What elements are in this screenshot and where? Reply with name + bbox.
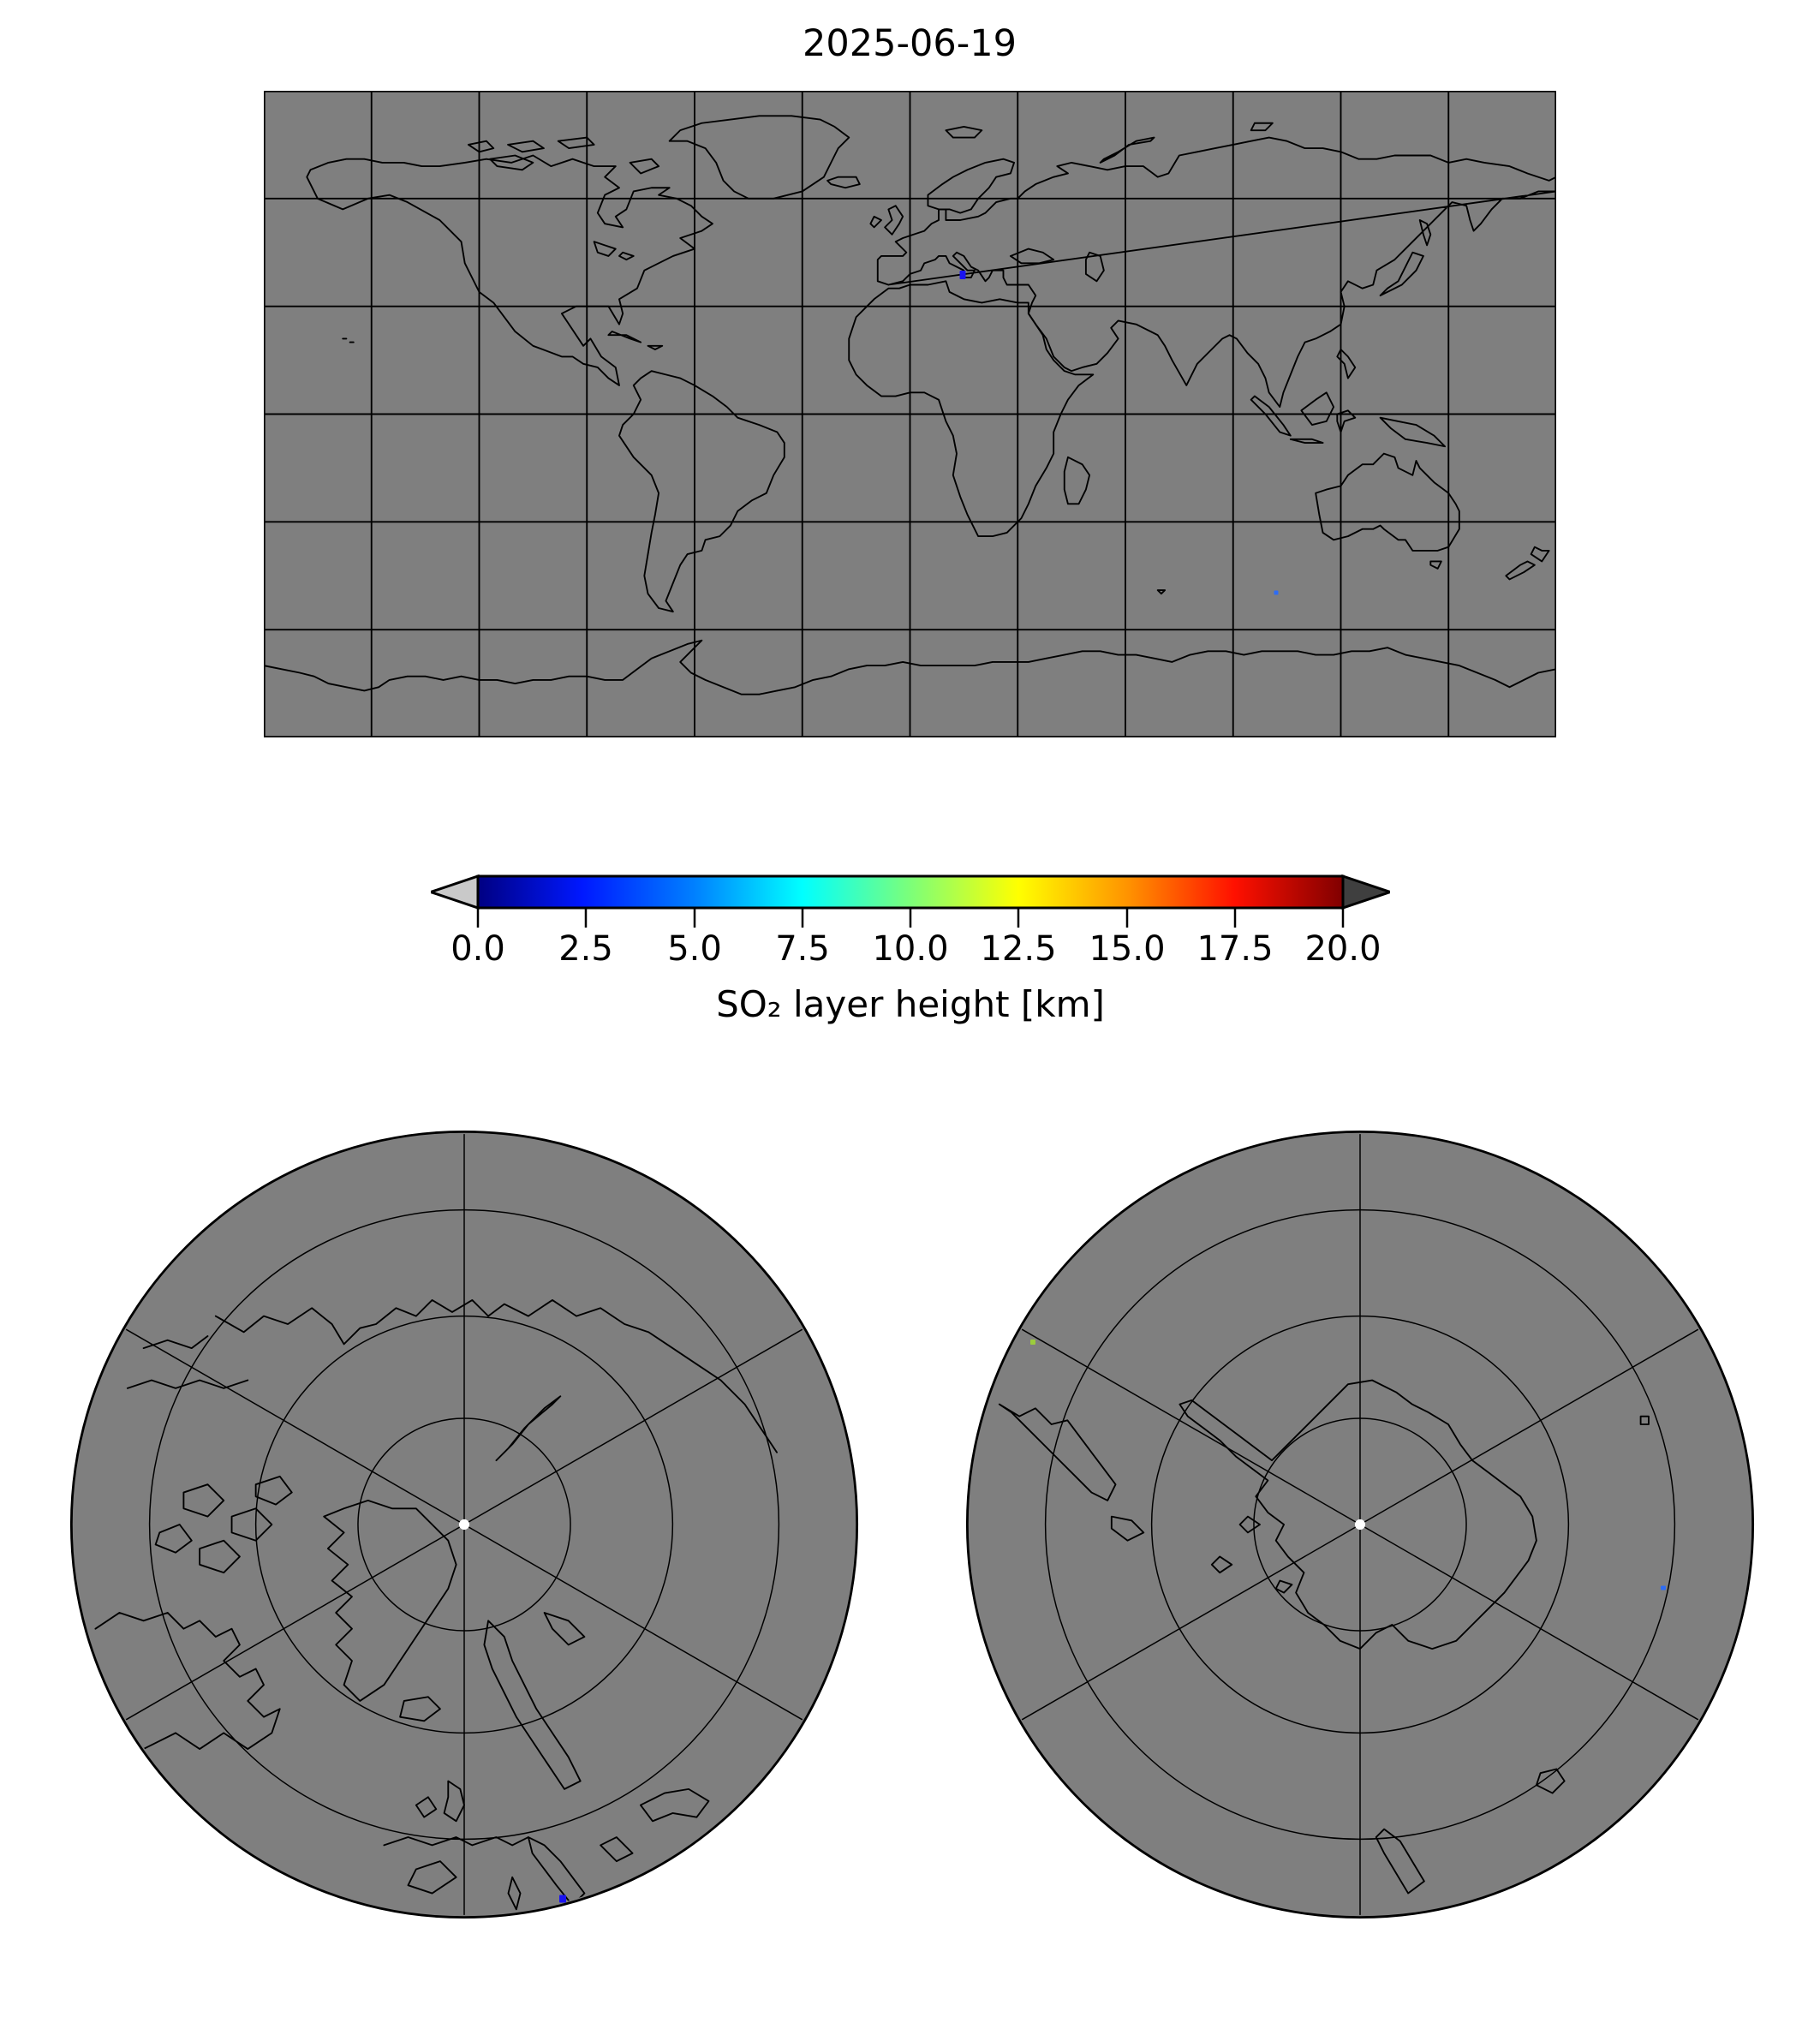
colorbar-tick-label: 10.0 [872, 929, 949, 969]
figure-title: 2025-06-19 [803, 22, 1017, 65]
south-pole-point [1355, 1519, 1365, 1530]
colorbar-tick-label: 12.5 [980, 929, 1057, 969]
colorbar-gradient-bar [478, 876, 1343, 908]
colorbar-tick-label: 2.5 [558, 929, 613, 969]
colorbar-tick-label: 7.5 [775, 929, 830, 969]
colorbar-ticks [478, 908, 1343, 928]
south-polar-map [959, 1124, 1761, 1925]
colorbar-under-arrow [431, 876, 478, 908]
colorbar-tick-label: 17.5 [1196, 929, 1274, 969]
world-map-panel [264, 91, 1556, 737]
so2-detection-dot [1661, 1585, 1666, 1590]
so2-detection-dot [1274, 590, 1278, 594]
world-map [264, 91, 1556, 737]
colorbar [431, 869, 1390, 934]
colorbar-tick-label: 5.0 [667, 929, 722, 969]
colorbar-over-arrow [1343, 876, 1390, 908]
south-polar-map-panel [959, 1124, 1761, 1925]
so2-detection-dot [559, 1895, 566, 1903]
so2-detection-dot [1030, 1340, 1035, 1345]
so2-detection-dot [960, 271, 966, 279]
north-polar-map-panel [63, 1124, 865, 1925]
colorbar-tick-label: 0.0 [451, 929, 505, 969]
colorbar-tick-label: 15.0 [1089, 929, 1166, 969]
colorbar-tick-label: 20.0 [1304, 929, 1381, 969]
north-polar-map [63, 1124, 865, 1925]
colorbar-axis-label: SO₂ layer height [km] [716, 983, 1105, 1025]
north-pole-point [459, 1519, 469, 1530]
